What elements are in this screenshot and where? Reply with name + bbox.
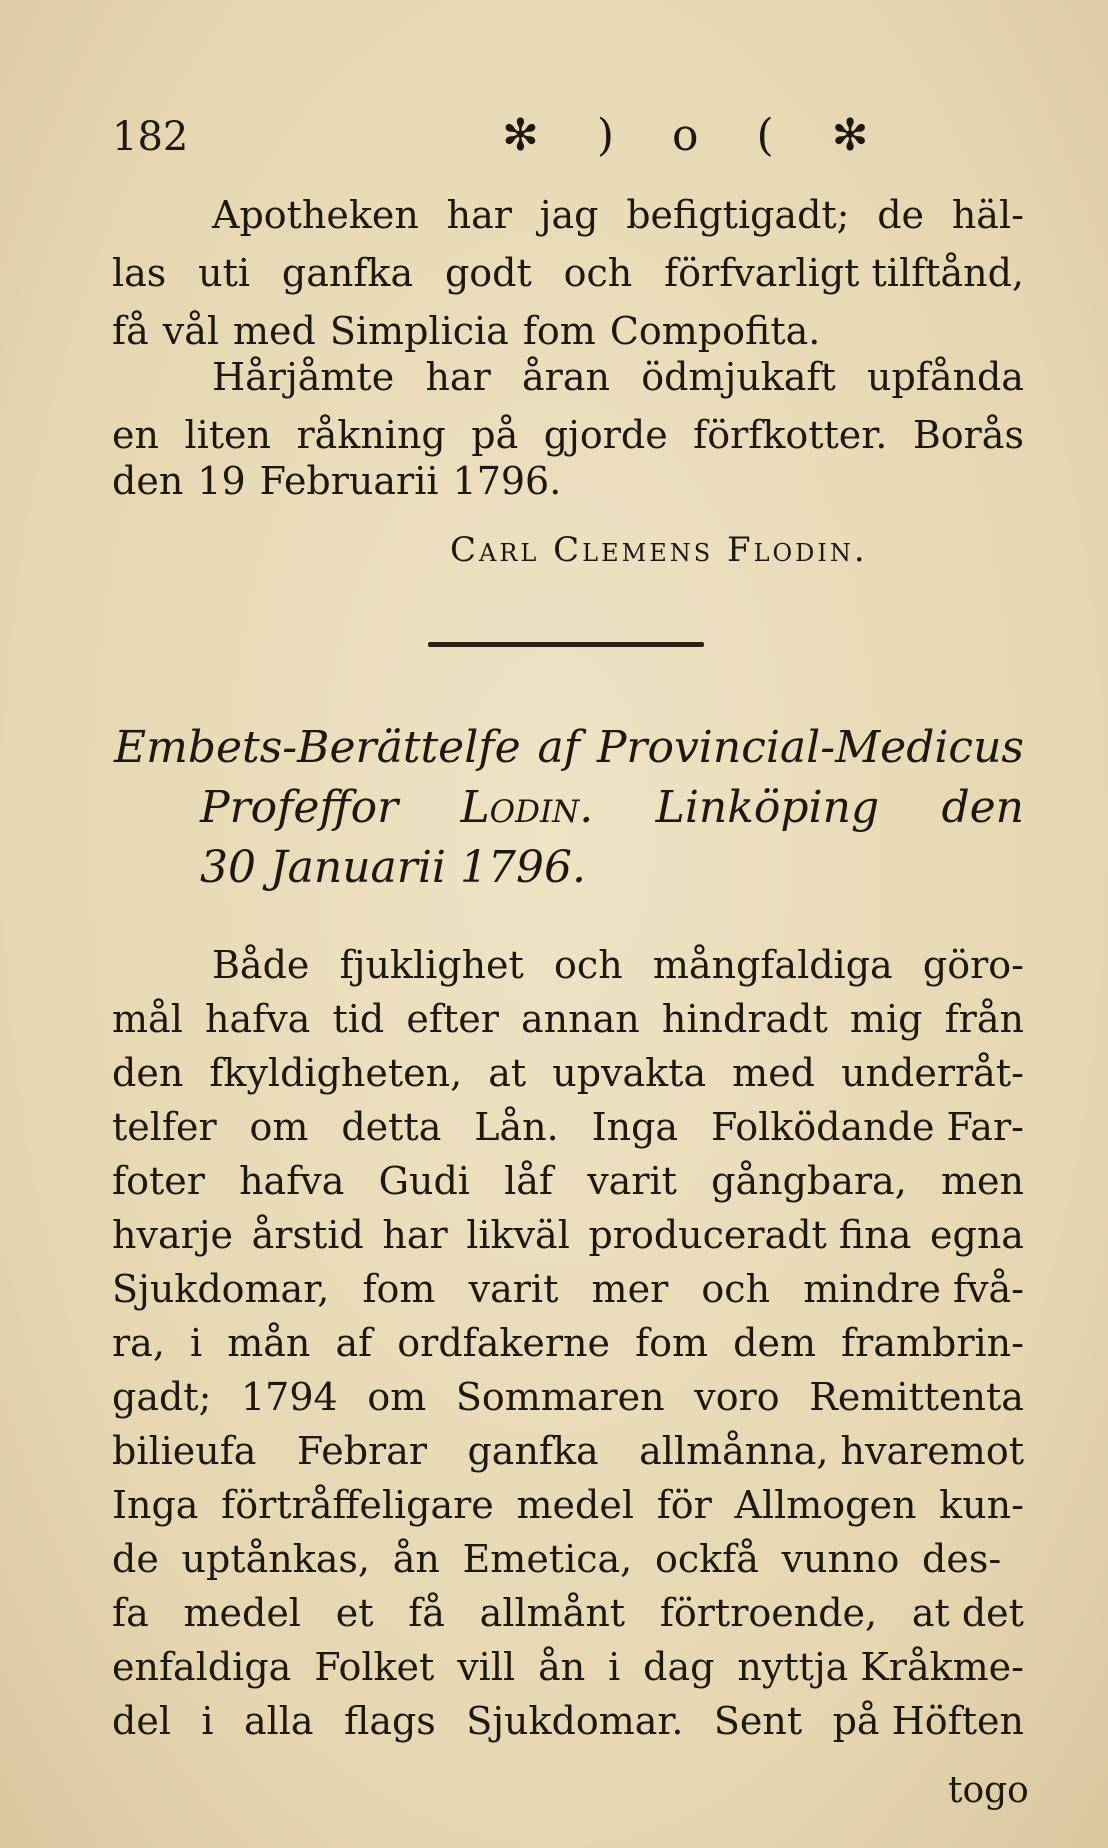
text-line: en liten råkning på gjorde förfkotter. Borås (112, 413, 1024, 457)
text-line: Hårjåmte har åran ödmjukaft upfånda (212, 355, 1024, 399)
text-line: fa medel et få allmånt förtroende, at det (112, 1591, 1024, 1635)
book-page: 182 ✻ ) o ( ✻ Apotheken har jag befigtigadt; de häl- las uti ganfka godt och förfvarligt tilftånd, få vål med Simplicia fom Compofita. Hårjåmte har åran ödmjukaft upfånda en liten råkning på gjorde förfkotter. Borås den 19 Februarii 1796. Carl Clemens Flodin. Embets-Berättelfe af Provincial-Medicus Profeffor Lodin. Linköping den 30 Januarii 1796. Både fjuklighet och mångfaldiga göro- mål hafva tid efter annan hindradt mig från den fkyldigheten, at upvakta med underråt- telfer om detta Lån. Inga Folködande Far- foter hafva Gudi låf varit gångbara, men hvarje årstid har likväl produceradt fina egna Sjukdomar, fom varit mer och mindre fvå- ra, i mån af ordfakerne fom dem frambrin- gadt; 1794 om Sommaren voro Remittenta bilieufa Febrar ganfka allmånna, hvaremot Inga förtråffeligare medel för Allmogen kun- de uptånkas, ån Emetica, ockfå vunno des- fa medel et få allmånt förtroende, at det enfaldiga Folket vill ån i dag nyttja Kråkme- del i alla flags Sjukdomar. Sent på Höften togo (0, 0, 1108, 1848)
text-line: de uptånkas, ån Emetica, ockfå vunno des- (112, 1537, 1002, 1581)
text-line: telfer om detta Lån. Inga Folködande Far- (112, 1105, 1024, 1149)
text-line: Inga förtråffeligare medel för Allmogen kun- (112, 1483, 1024, 1527)
text-line: Sjukdomar, fom varit mer och mindre fvå- (112, 1267, 1024, 1311)
running-header (112, 108, 1012, 168)
text-line: Både fjuklighet och mångfaldiga göro- (212, 943, 1024, 987)
text-line: mål hafva tid efter annan hindradt mig från (112, 997, 1024, 1041)
text-line: ra, i mån af ordfakerne fom dem frambrin- (112, 1321, 1024, 1365)
catchword: togo (948, 1770, 1029, 1811)
text-line: las uti ganfka godt och förfvarligt tilftånd, (112, 251, 1024, 295)
text-line: den 19 Februarii 1796. (112, 459, 562, 503)
text-line: hvarje årstid har likväl produceradt fina egna (112, 1213, 1024, 1257)
text-line: den fkyldigheten, at upvakta med underråt- (112, 1051, 1024, 1095)
text-line: gadt; 1794 om Sommaren voro Remittenta (112, 1375, 1024, 1419)
section-divider (428, 642, 704, 647)
signature: Carl Clemens Flodin. (450, 530, 868, 570)
page-number: 182 (112, 114, 189, 160)
text-line: enfaldiga Folket vill ån i dag nyttja Kråkme- (112, 1645, 1024, 1689)
text-line: få vål med Simplicia fom Compofita. (112, 309, 821, 353)
text-line: del i alla flags Sjukdomar. Sent på Höften (112, 1699, 1024, 1743)
text-line: Apotheken har jag befigtigadt; de häl- (212, 193, 1024, 237)
header-ornament: ✻ ) o ( ✻ (502, 110, 891, 161)
text-line: bilieufa Febrar ganfka allmånna, hvaremot (112, 1429, 1024, 1473)
text-line: foter hafva Gudi låf varit gångbara, men (112, 1159, 1024, 1203)
